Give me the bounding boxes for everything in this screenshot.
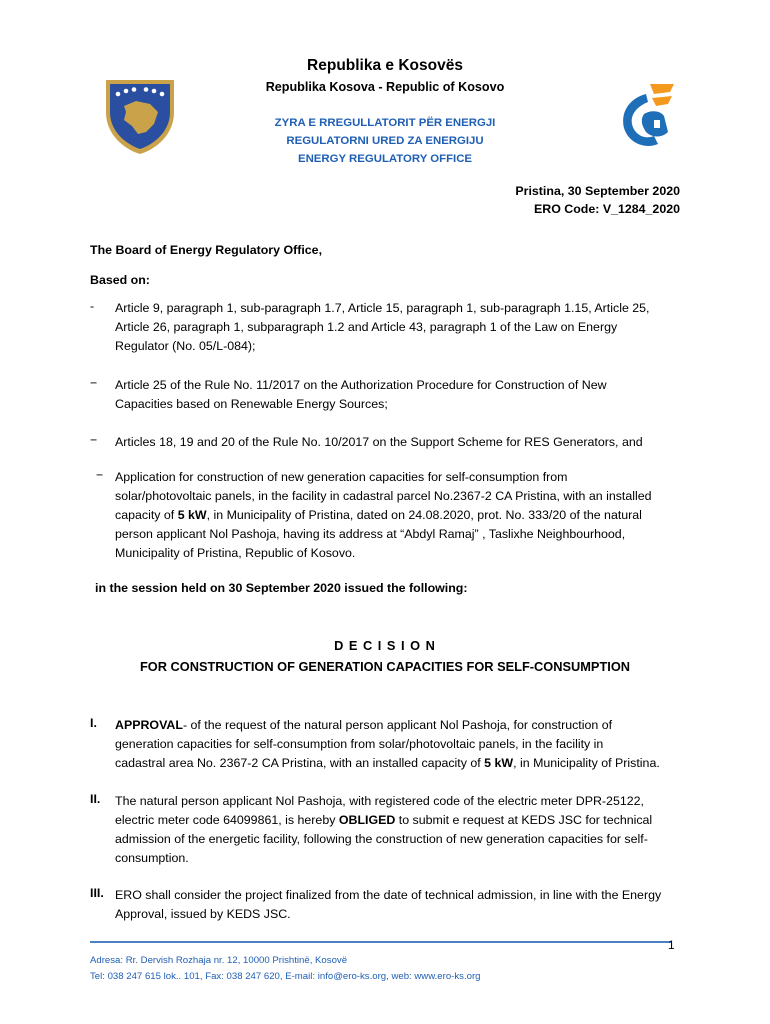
office-name-en: ENERGY REGULATORY OFFICE <box>297 153 473 165</box>
text-run: electric meter code 64099861, is hereby <box>115 813 339 827</box>
point-number: III. <box>90 886 104 900</box>
basis-line: Article 26, paragraph 1, subparagraph 1.2 and Article 43, paragraph 1 of the Law on Energy <box>115 320 618 334</box>
basis-item <box>115 433 680 452</box>
basis-marker: − <box>96 468 104 482</box>
basis-line: solar/photovoltaic panels, in the facility in cadastral parcel No.2367-2 CA Pristina, with an installed <box>115 489 652 503</box>
point-line: admission of the energetic facility, following the construction of new generation capacities for self- <box>115 832 648 846</box>
point-number: II. <box>90 792 101 806</box>
text-run: , in Municipality of Pristina, dated on 24.08.2020, prot. No. 333/20 of the natural <box>206 508 642 522</box>
approval-label: APPROVAL <box>115 718 183 732</box>
capacity-value: 5 kW <box>177 508 207 522</box>
basis-line: Articles 18, 19 and 20 of the Rule No. 10/2017 on the Support Scheme for RES Generators, and <box>115 435 643 449</box>
basis-line: Regulator (No. 05/L-084); <box>115 339 256 353</box>
decision-point <box>115 792 680 868</box>
point-line: generation capacities for self-consumption from solar/photovoltaic panels, in the facility in <box>115 737 604 751</box>
footer-divider <box>90 941 672 943</box>
point-line <box>115 811 680 830</box>
basis-line: Application for construction of new generation capacities for self-consumption from <box>115 470 568 484</box>
session-line: in the session held on 30 September 2020 issued the following: <box>95 581 468 595</box>
point-line: ERO shall consider the project finalized from the date of technical admission, in line with the Energy <box>115 888 662 902</box>
basis-line: Article 9, paragraph 1, sub-paragraph 1.7, Article 15, paragraph 1, sub-paragraph 1.15, Article 25, <box>115 301 650 315</box>
point-line: consumption. <box>115 851 189 865</box>
basis-line: Municipality of Pristina, Republic of Kosovo. <box>115 546 356 560</box>
decision-subtitle: FOR CONSTRUCTION OF GENERATION CAPACITIES FOR SELF-CONSUMPTION <box>139 659 631 674</box>
decision-point <box>115 886 680 924</box>
basis-item <box>115 376 680 414</box>
board-line: The Board of Energy Regulatory Office, <box>90 243 323 257</box>
ero-code: ERO Code: V_1284_2020 <box>533 202 680 216</box>
point-line <box>115 754 680 773</box>
based-on-label: Based on: <box>90 273 150 287</box>
text-run: cadastral area No. 2367-2 CA Pristina, with an installed capacity of <box>115 756 485 770</box>
decision-title: D E C I S I O N <box>334 638 436 653</box>
obliged-label: OBLIGED <box>338 813 396 827</box>
office-name-block <box>0 114 770 168</box>
header-country: Republika e Kosovës <box>307 57 463 74</box>
basis-marker: − <box>90 376 98 390</box>
basis-marker: - <box>90 299 95 313</box>
decision-point <box>115 716 680 773</box>
header-country-alt: Republika Kosova - Republic of Kosovo <box>265 80 505 94</box>
basis-line: Article 25 of the Rule No. 11/2017 on the Authorization Procedure for Construction of New <box>115 378 607 392</box>
basis-line <box>115 506 680 525</box>
point-line <box>115 716 680 735</box>
text-run: - of the request of the natural person applicant Nol Pashoja, for construction of <box>182 718 613 732</box>
place-date: Pristina, 30 September 2020 <box>515 184 680 198</box>
point-number: I. <box>90 716 97 730</box>
basis-item <box>115 468 680 563</box>
footer-address: Adresa: Rr. Dervish Rozhaja nr. 12, 10000 Prishtinë, Kosovë <box>90 955 348 966</box>
footer-contact: Tel: 038 247 615 lok.. 101, Fax: 038 247 620, E-mail: info@ero-ks.org, web: www.ero-ks.org <box>90 971 481 982</box>
text-run: to submit e request at KEDS JSC for technical <box>395 813 653 827</box>
text-run: capacity of <box>115 508 178 522</box>
office-name-sr: REGULATORNI URED ZA ENERGIJU <box>286 135 484 147</box>
document-meta <box>515 182 680 218</box>
capacity-value: 5 kW <box>484 756 514 770</box>
basis-marker: − <box>90 433 98 447</box>
basis-line: Capacities based on Renewable Energy Sources; <box>115 397 388 411</box>
point-line: Approval, issued by KEDS JSC. <box>115 907 291 921</box>
office-name-sq: ZYRA E RREGULLATORIT PËR ENERGJI <box>274 117 496 129</box>
text-run: , in Municipality of Pristina. <box>513 756 660 770</box>
basis-line: person applicant Nol Pashoja, having its address at “Abdyl Ramaj” , Taslixhe Neighbourhood, <box>115 527 626 541</box>
page-number: 1 <box>668 938 675 952</box>
point-line: The natural person applicant Nol Pashoja, with registered code of the electric meter DPR-25122, <box>115 794 644 808</box>
basis-item <box>115 299 680 356</box>
